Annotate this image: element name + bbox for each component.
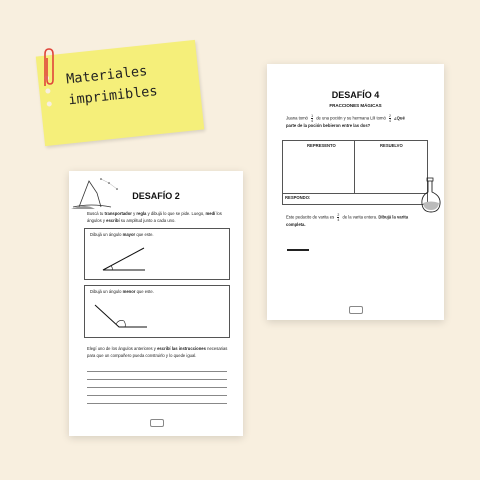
writing-line [87,387,227,388]
column-resuelvo: RESUELVO [380,143,403,148]
question-2: Este pedacito de varita es $\frac{2}{4}$ de la varita entera. Dibujá la varita completa. [286,213,409,227]
writing-line [87,395,227,396]
page-subtitle: FRACCIONES MÁGICAS [329,103,382,108]
reference-angle-1 [99,246,149,276]
paperclip-icon [38,46,60,88]
question-1: Juana tomó $\frac{1}{4}$ de una poción y su hermana Lili tomó $\frac{2}{4}$ ¿Qué parte de la poción bebieron entre las dos? [286,114,405,128]
worksheet-desafio-2 [69,171,243,436]
angle-box-larger-label: Dibujá un ángulo mayor que este. [90,232,154,237]
writing-line [87,371,227,372]
reference-angle-2 [93,301,149,331]
column-represento: REPRESENTO [307,143,336,148]
writing-line [87,403,227,404]
note-line-2: imprimibles [67,83,159,109]
fraction-2: $\frac{2}{4}$ [388,114,391,123]
outro-text: Elegí uno de los ángulos anteriores y escribí las instrucciones necesarias para que un compañero pueda construirlo y lo quede igual. [87,346,228,358]
potion-flask-icon [419,176,443,214]
page-title: DESAFÍO 2 [132,191,180,201]
wand-piece [287,249,309,251]
fraction-1: $\frac{1}{4}$ [311,114,314,123]
footer-logo [150,419,164,427]
angle-box-smaller-label: Dibujá un ángulo menor que este. [90,289,154,294]
writing-line [87,379,227,380]
intro-text: Buscá tu transportador y regla y dibujá lo que se pide. Luego, medí los ángulos y escribí su amplitud junto a cada uno. [87,211,222,223]
sticky-note [36,40,205,146]
respondo-label: RESPONDO: [285,195,311,200]
note-line-1: Materiales [65,63,148,88]
page-title: DESAFÍO 4 [331,90,380,100]
fraction-3: $\frac{2}{4}$ [337,213,340,222]
footer-logo [349,306,363,314]
worksheet-desafio-4 [267,64,444,320]
